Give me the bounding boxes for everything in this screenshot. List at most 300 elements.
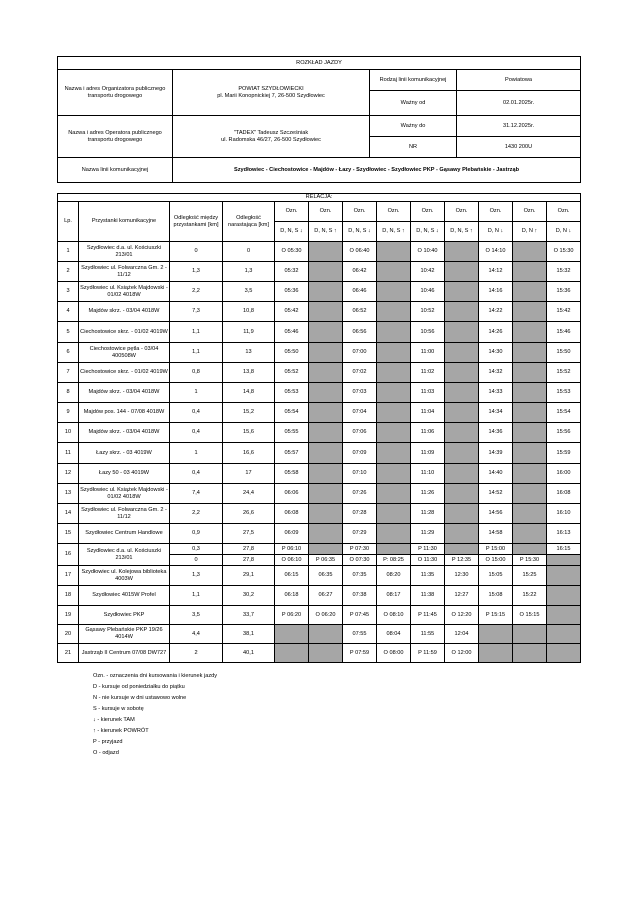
- time-cell: [377, 464, 411, 484]
- legend-item: ↑ - kierunek POWRÓT: [93, 728, 149, 734]
- table-row: [58, 322, 581, 343]
- distance-between: 4,4: [170, 625, 223, 644]
- distance-between: 1,1: [170, 586, 223, 606]
- time-cell: 06:27: [309, 586, 343, 606]
- time-cell: [309, 504, 343, 524]
- time-cell: 14:39: [479, 443, 513, 464]
- legend-item: P - przyjazd: [93, 739, 123, 745]
- row-number: 2: [58, 262, 79, 282]
- time-cell: [309, 644, 343, 663]
- time-cell: O 07:30: [343, 555, 377, 566]
- time-cell: 15:42: [547, 302, 581, 322]
- distance-cumulative: 40,1: [223, 644, 275, 663]
- time-cell: P 15:15: [479, 606, 513, 625]
- time-cell: [513, 484, 547, 504]
- distance-cumulative: 27,5: [223, 524, 275, 544]
- distance-between: 2,2: [170, 282, 223, 302]
- time-cell: [445, 322, 479, 343]
- time-cell: 07:29: [343, 524, 377, 544]
- row-number: 5: [58, 322, 79, 343]
- time-cell: 07:38: [343, 586, 377, 606]
- time-cell: 11:02: [411, 363, 445, 383]
- distance-cumulative: 24,4: [223, 484, 275, 504]
- table-row: [58, 242, 581, 262]
- table-row: [58, 403, 581, 423]
- time-cell: 05:42: [275, 302, 309, 322]
- stop-name: Łazy skrz. - 03 4019W: [79, 443, 170, 464]
- time-cell: 07:00: [343, 343, 377, 363]
- time-cell: 14:34: [479, 403, 513, 423]
- time-cell: 16:13: [547, 524, 581, 544]
- distance-cumulative: 33,7: [223, 606, 275, 625]
- time-cell: [445, 484, 479, 504]
- time-cell: 16:15: [547, 544, 581, 555]
- time-cell: P 06:10: [275, 544, 309, 555]
- operator-name: "TADEX" Tadeusz Szcześniak: [233, 129, 309, 136]
- time-cell: 07:26: [343, 484, 377, 504]
- stop-name: Gąsawy Plebańskie PKP 19/26 4014W: [79, 625, 170, 644]
- time-cell: 11:06: [411, 423, 445, 443]
- valid-to-label: Ważny do: [370, 116, 457, 137]
- time-cell: O 06:40: [343, 242, 377, 262]
- time-cell: 14:26: [479, 322, 513, 343]
- time-cell: 10:52: [411, 302, 445, 322]
- table-row: [58, 383, 581, 403]
- time-cell: 15:25: [513, 566, 547, 586]
- time-cell: P 11:30: [411, 544, 445, 555]
- ozn-header: Ozn.: [411, 202, 445, 222]
- organizer-info: [173, 70, 370, 116]
- row-number: 18: [58, 586, 79, 606]
- time-cell: P 06:20: [275, 606, 309, 625]
- relation-label: RELACJA:: [58, 194, 581, 202]
- table-row: [58, 423, 581, 443]
- time-cell: [377, 363, 411, 383]
- time-cell: 07:55: [343, 625, 377, 644]
- course-label: D, N, S ↓: [411, 222, 445, 242]
- time-cell: [513, 524, 547, 544]
- time-cell: 15:54: [547, 403, 581, 423]
- table-row: [58, 363, 581, 383]
- header-table: [57, 56, 581, 183]
- stop-name: Szydłowiec ul. Książek Majdowski - 01/02 4018W: [79, 484, 170, 504]
- time-cell: [445, 363, 479, 383]
- legend-item: ↓ - kierunek TAM: [93, 717, 135, 723]
- table-row: [58, 644, 581, 663]
- stop-name: Szydłowiec d.a. ul. Kościuszki 213/01: [79, 242, 170, 262]
- time-cell: O 06:20: [309, 606, 343, 625]
- time-cell: 15:59: [547, 443, 581, 464]
- time-cell: [309, 282, 343, 302]
- row-number: 19: [58, 606, 79, 625]
- time-cell: O 06:10: [275, 555, 309, 566]
- distance-cumulative: 16,6: [223, 443, 275, 464]
- ozn-header: Ozn.: [513, 202, 547, 222]
- table-row: [58, 282, 581, 302]
- time-cell: 05:54: [275, 403, 309, 423]
- time-cell: 08:20: [377, 566, 411, 586]
- time-cell: P 07:59: [343, 644, 377, 663]
- time-cell: 06:06: [275, 484, 309, 504]
- time-cell: [377, 524, 411, 544]
- legend-item: D - kursuje od poniedziałku do piątku: [93, 684, 185, 690]
- time-cell: O 10:40: [411, 242, 445, 262]
- time-cell: [377, 484, 411, 504]
- time-cell: [309, 443, 343, 464]
- time-cell: [445, 242, 479, 262]
- schedule-table: [57, 193, 581, 663]
- row-number: 16: [58, 544, 79, 566]
- time-cell: [309, 423, 343, 443]
- time-cell: 15:08: [479, 586, 513, 606]
- time-cell: [377, 343, 411, 363]
- time-cell: P 11:59: [411, 644, 445, 663]
- row-number: 4: [58, 302, 79, 322]
- line-name-label: Nazwa linii komunikacyjnej: [58, 158, 173, 183]
- time-cell: O 15:15: [513, 606, 547, 625]
- time-cell: [309, 403, 343, 423]
- time-cell: [377, 504, 411, 524]
- time-cell: 11:03: [411, 383, 445, 403]
- time-cell: [547, 555, 581, 566]
- ozn-header: Ozn.: [275, 202, 309, 222]
- time-cell: [513, 544, 547, 555]
- table-row: [58, 606, 581, 625]
- distance-between: 0: [170, 242, 223, 262]
- ozn-header: Ozn.: [309, 202, 343, 222]
- course-label: D, N ↓: [479, 222, 513, 242]
- stop-name: Szydłowiec Centrum Handlowe: [79, 524, 170, 544]
- distance-between: 1,1: [170, 343, 223, 363]
- time-cell: O 15:30: [547, 242, 581, 262]
- time-cell: 10:46: [411, 282, 445, 302]
- table-row: [58, 504, 581, 524]
- time-cell: [377, 282, 411, 302]
- time-cell: O 12:20: [445, 606, 479, 625]
- time-cell: 14:36: [479, 423, 513, 443]
- time-cell: [445, 423, 479, 443]
- time-cell: [309, 242, 343, 262]
- legend-item: Ozn. - oznaczenia dni kursowania i kierunek jazdy: [93, 673, 218, 679]
- time-cell: 07:03: [343, 383, 377, 403]
- time-cell: [547, 625, 581, 644]
- time-cell: 11:35: [411, 566, 445, 586]
- time-cell: [445, 282, 479, 302]
- time-cell: 07:10: [343, 464, 377, 484]
- dist-between-header: Odległość między przystankami [km]: [170, 202, 223, 242]
- time-cell: [513, 423, 547, 443]
- ozn-header: Ozn.: [377, 202, 411, 222]
- time-cell: [377, 544, 411, 555]
- operator-address: ul. Radomska 46/27, 26-500 Szydłowiec: [221, 136, 321, 143]
- time-cell: [445, 443, 479, 464]
- distance-between: 1: [170, 383, 223, 403]
- time-cell: 15:52: [547, 363, 581, 383]
- valid-to-value: 31.12.2025r.: [457, 116, 581, 137]
- row-number: 7: [58, 363, 79, 383]
- time-cell: 11:26: [411, 484, 445, 504]
- legend: [93, 671, 217, 759]
- time-cell: 11:38: [411, 586, 445, 606]
- time-cell: 15:50: [547, 343, 581, 363]
- stop-name: Majdów skrz. - 03/04 4018W: [79, 302, 170, 322]
- time-cell: P 06:35: [309, 555, 343, 566]
- distance-cumulative: 15,6: [223, 423, 275, 443]
- time-cell: [309, 484, 343, 504]
- distance-between: 7,4: [170, 484, 223, 504]
- time-cell: O 08:00: [377, 644, 411, 663]
- distance-between: 0: [170, 555, 223, 566]
- row-number: 8: [58, 383, 79, 403]
- time-cell: [377, 302, 411, 322]
- time-cell: P: 08:25: [377, 555, 411, 566]
- time-cell: [309, 262, 343, 282]
- row-number: 20: [58, 625, 79, 644]
- time-cell: 14:12: [479, 262, 513, 282]
- distance-cumulative: 10,8: [223, 302, 275, 322]
- time-cell: [445, 403, 479, 423]
- time-cell: [513, 383, 547, 403]
- distance-between: 0,3: [170, 544, 223, 555]
- time-cell: [377, 443, 411, 464]
- time-cell: 16:10: [547, 504, 581, 524]
- time-cell: 07:02: [343, 363, 377, 383]
- time-cell: 15:22: [513, 586, 547, 606]
- time-cell: [377, 242, 411, 262]
- time-cell: 08:04: [377, 625, 411, 644]
- time-cell: O 08:10: [377, 606, 411, 625]
- time-cell: 07:04: [343, 403, 377, 423]
- time-cell: 10:42: [411, 262, 445, 282]
- stop-name: Ciechostowice pętla - 03/04 400508W: [79, 343, 170, 363]
- time-cell: [547, 606, 581, 625]
- time-cell: 15:56: [547, 423, 581, 443]
- time-cell: 16:00: [547, 464, 581, 484]
- time-cell: 14:52: [479, 484, 513, 504]
- stop-name: Szydłowiec 4015W Profel: [79, 586, 170, 606]
- distance-cumulative: 27,8: [223, 544, 275, 555]
- row-number: 10: [58, 423, 79, 443]
- valid-from-value: 02.01.2025r.: [457, 91, 581, 116]
- time-cell: [513, 363, 547, 383]
- stop-name: Łazy 50 - 03 4019W: [79, 464, 170, 484]
- distance-between: 7,3: [170, 302, 223, 322]
- dist-cumulative-header: Odległość narastająca [km]: [223, 202, 275, 242]
- time-cell: [309, 302, 343, 322]
- time-cell: O 11:30: [411, 555, 445, 566]
- time-cell: 06:09: [275, 524, 309, 544]
- distance-between: 0,9: [170, 524, 223, 544]
- time-cell: 11:28: [411, 504, 445, 524]
- row-number: 6: [58, 343, 79, 363]
- time-cell: [445, 343, 479, 363]
- stop-name: Szydłowiec PKP: [79, 606, 170, 625]
- stop-name: Ciechostowice skrz. - 01/02 4019W: [79, 363, 170, 383]
- time-cell: [309, 524, 343, 544]
- time-cell: [445, 383, 479, 403]
- time-cell: [377, 423, 411, 443]
- time-cell: 05:36: [275, 282, 309, 302]
- course-label: D, N ↑: [513, 222, 547, 242]
- time-cell: 07:06: [343, 423, 377, 443]
- time-cell: 14:58: [479, 524, 513, 544]
- time-cell: 15:46: [547, 322, 581, 343]
- time-cell: 06:56: [343, 322, 377, 343]
- table-row: [58, 484, 581, 504]
- time-cell: 06:35: [309, 566, 343, 586]
- distance-cumulative: 38,1: [223, 625, 275, 644]
- course-label: D, N, S ↓: [275, 222, 309, 242]
- time-cell: [513, 644, 547, 663]
- row-number: 9: [58, 403, 79, 423]
- time-cell: [547, 566, 581, 586]
- time-cell: [275, 644, 309, 663]
- time-cell: 15:36: [547, 282, 581, 302]
- legend-item: N - nie kursuje w dni ustawowo wolne: [93, 695, 187, 701]
- time-cell: 11:04: [411, 403, 445, 423]
- stop-name: Szydłowiec d.a. ul. Kościuszki 213/01: [79, 544, 170, 566]
- time-cell: [377, 262, 411, 282]
- time-cell: 14:56: [479, 504, 513, 524]
- distance-cumulative: 29,1: [223, 566, 275, 586]
- time-cell: P 15:30: [513, 555, 547, 566]
- distance-between: 0,4: [170, 403, 223, 423]
- time-cell: [275, 625, 309, 644]
- time-cell: 05:52: [275, 363, 309, 383]
- time-cell: 14:40: [479, 464, 513, 484]
- time-cell: 06:15: [275, 566, 309, 586]
- time-cell: 06:08: [275, 504, 309, 524]
- row-number: 1: [58, 242, 79, 262]
- time-cell: 05:58: [275, 464, 309, 484]
- stop-name: Szydłowiec ul. Książek Majdowski - 01/02 4018W: [79, 282, 170, 302]
- table-row: [58, 262, 581, 282]
- distance-cumulative: 27,8: [223, 555, 275, 566]
- time-cell: 14:32: [479, 363, 513, 383]
- time-cell: [377, 322, 411, 343]
- course-label: D, N, S ↑: [309, 222, 343, 242]
- time-cell: 12:04: [445, 625, 479, 644]
- course-label: D, N ↓: [547, 222, 581, 242]
- legend-item: S - kursuje w sobotę: [93, 706, 144, 712]
- row-number: 17: [58, 566, 79, 586]
- operator-label: Nazwa i adres Operatora publicznego transportu drogowego: [58, 116, 173, 158]
- time-cell: [445, 302, 479, 322]
- table-row: [58, 343, 581, 363]
- time-cell: 05:57: [275, 443, 309, 464]
- time-cell: 05:32: [275, 262, 309, 282]
- table-row: [58, 566, 581, 586]
- distance-cumulative: 13: [223, 343, 275, 363]
- line-type-label: Rodzaj linii komunikacyjnej: [370, 70, 457, 91]
- time-cell: 12:27: [445, 586, 479, 606]
- distance-cumulative: 3,5: [223, 282, 275, 302]
- schedule-header-row: [58, 202, 581, 222]
- time-cell: [445, 262, 479, 282]
- distance-cumulative: 15,2: [223, 403, 275, 423]
- distance-between: 0,4: [170, 423, 223, 443]
- table-row: [58, 302, 581, 322]
- organizer-name: POWIAT SZYDŁOWIECKI: [238, 85, 304, 92]
- time-cell: 14:22: [479, 302, 513, 322]
- distance-between: 1,3: [170, 262, 223, 282]
- nr-value: 1430 200U: [457, 137, 581, 158]
- time-cell: [513, 282, 547, 302]
- time-cell: [513, 443, 547, 464]
- time-cell: [445, 504, 479, 524]
- stop-name: Szydłowiec ul. Folwarczna Gm. 2 - 11/12: [79, 262, 170, 282]
- time-cell: 11:29: [411, 524, 445, 544]
- time-cell: 05:55: [275, 423, 309, 443]
- time-cell: 07:09: [343, 443, 377, 464]
- time-cell: O 15:00: [479, 555, 513, 566]
- time-cell: [309, 322, 343, 343]
- time-cell: O 14:10: [479, 242, 513, 262]
- table-row: [58, 524, 581, 544]
- time-cell: [309, 544, 343, 555]
- table-row: [58, 586, 581, 606]
- time-cell: P 11:45: [411, 606, 445, 625]
- distance-between: 1,1: [170, 322, 223, 343]
- distance-cumulative: 14,8: [223, 383, 275, 403]
- time-cell: 11:09: [411, 443, 445, 464]
- time-cell: [309, 383, 343, 403]
- distance-cumulative: 26,6: [223, 504, 275, 524]
- organizer-label: Nazwa i adres Organizatora publicznego transportu drogowego: [58, 70, 173, 116]
- time-cell: [547, 586, 581, 606]
- distance-cumulative: 11,9: [223, 322, 275, 343]
- time-cell: [513, 464, 547, 484]
- time-cell: 14:30: [479, 343, 513, 363]
- time-cell: [513, 343, 547, 363]
- row-number: 13: [58, 484, 79, 504]
- distance-between: 1,3: [170, 566, 223, 586]
- stop-name: Szydłowiec ul. Kolejowa biblioteka 4003W: [79, 566, 170, 586]
- ozn-header: Ozn.: [547, 202, 581, 222]
- time-cell: P 12:35: [445, 555, 479, 566]
- stop-name: Szydłowiec ul. Folwarczna Gm. 2 - 11/12: [79, 504, 170, 524]
- time-cell: O 05:30: [275, 242, 309, 262]
- distance-cumulative: 30,2: [223, 586, 275, 606]
- lp-header: Lp.: [58, 202, 79, 242]
- time-cell: [377, 383, 411, 403]
- distance-between: 2: [170, 644, 223, 663]
- time-cell: 06:18: [275, 586, 309, 606]
- line-name-value: Szydłowiec - Ciechostowice - Majdów - Łazy - Szydłowiec - Szydłowiec PKP - Gąsawy Plebańskie - Jastrząb: [173, 158, 581, 183]
- distance-between: 0,4: [170, 464, 223, 484]
- course-label: D, N, S ↑: [377, 222, 411, 242]
- time-cell: [377, 403, 411, 423]
- time-cell: 11:00: [411, 343, 445, 363]
- stop-name: Majdów skrz. - 03/04 4018W: [79, 383, 170, 403]
- ozn-header: Ozn.: [445, 202, 479, 222]
- distance-cumulative: 0: [223, 242, 275, 262]
- time-cell: [513, 302, 547, 322]
- distance-between: 3,5: [170, 606, 223, 625]
- time-cell: 06:46: [343, 282, 377, 302]
- line-type-value: Powiatowa: [457, 70, 581, 91]
- table-row: [58, 544, 581, 555]
- organizer-address: pl. Marii Konopnickiej 7, 26-500 Szydłowiec: [217, 92, 325, 99]
- time-cell: [309, 363, 343, 383]
- time-cell: 15:32: [547, 262, 581, 282]
- page-title: ROZKŁAD JAZDY: [58, 57, 581, 70]
- time-cell: [445, 544, 479, 555]
- time-cell: [513, 242, 547, 262]
- time-cell: P 07:30: [343, 544, 377, 555]
- time-cell: [513, 625, 547, 644]
- time-cell: [513, 403, 547, 423]
